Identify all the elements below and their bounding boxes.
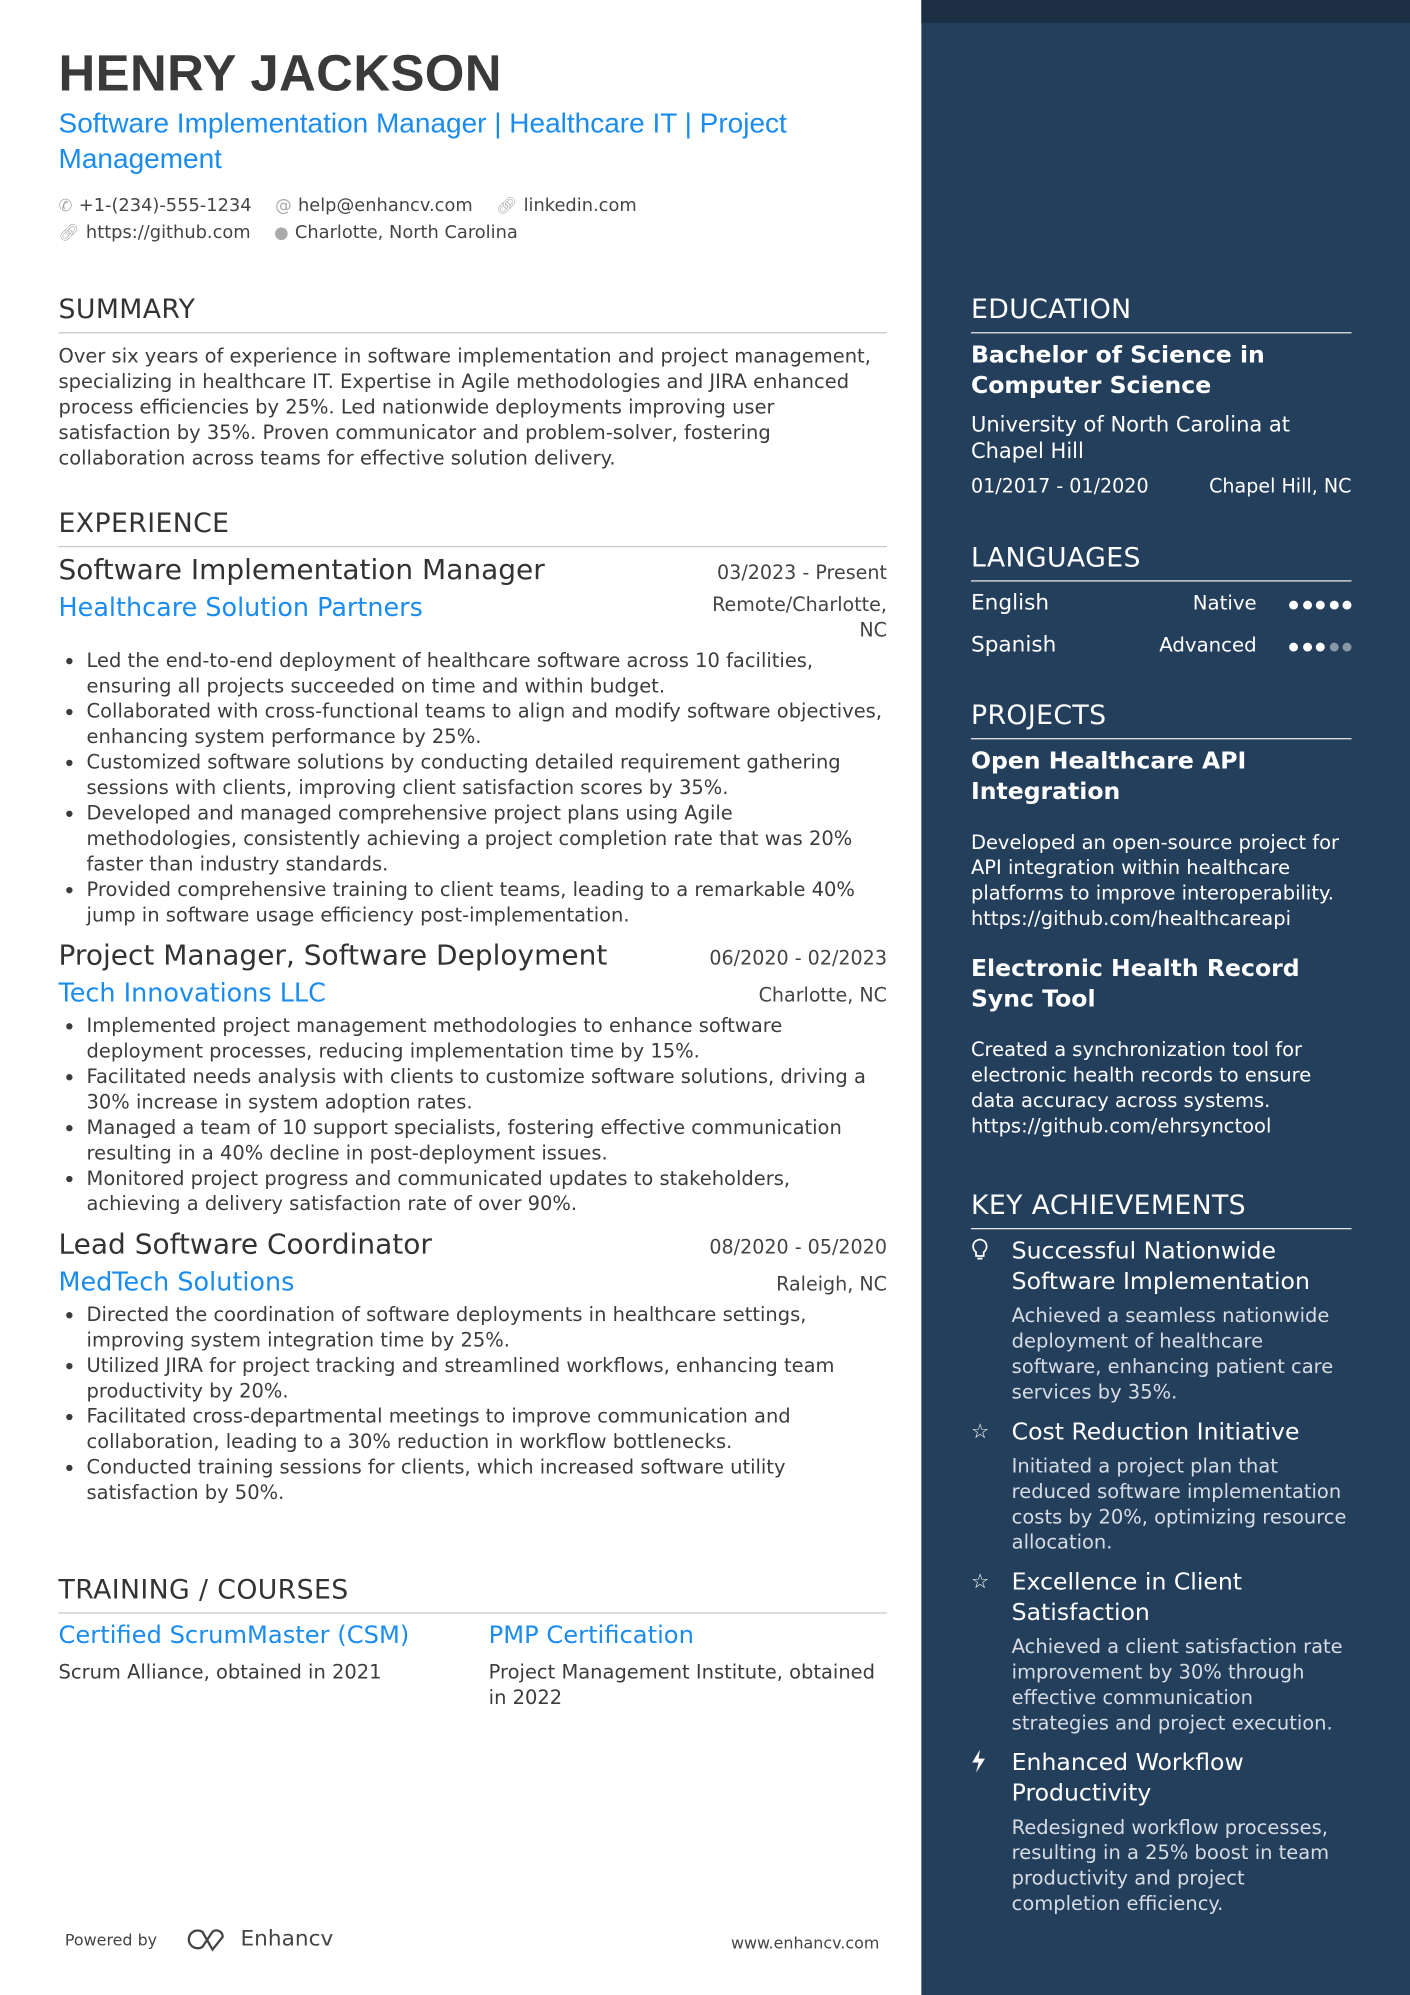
rating-dot [1302,601,1311,610]
achievement-item [971,1748,1351,1916]
project-link[interactable]: https://github.com/healthcareapi [970,907,1291,931]
list-item: • Customized software solutions by conducting detailed requirement gathering sessions with clients, improving client satisfaction scores by 35%. [87,750,887,801]
phone-icon: ✆ [58,197,73,217]
school: University of North Carolina at Chapel Hill [970,412,1291,464]
rating-dot [1343,643,1352,652]
project-name: Open Healthcare API Integration [970,748,1247,806]
language-level: Advanced [1159,633,1257,657]
language-rating [1285,590,1352,615]
list-item: • Directed the coordination of software deployments in healthcare settings, improving system integration time by 25%. [87,1302,887,1353]
achievement-title: Excellence in Client Satisfaction [1011,1569,1243,1627]
star-icon: ☆ [970,1569,990,1594]
achievement-desc: Initiated a project plan that reduced software implementation costs by 20%, optimizing resource allocation. [1011,1454,1347,1554]
language-name: English [970,590,1050,616]
course-name[interactable]: PMP Certification [488,1621,694,1650]
candidate-name: HENRY JACKSON [58,45,502,102]
rating-dot [1343,601,1352,610]
languages-section [971,542,1351,658]
achievement-title: Successful Nationwide Software Implementation [1011,1238,1310,1296]
list-item: • Managed a team of 10 support specialists, fostering effective communication resulting in a 40% decline in post-deployment issues. [87,1115,887,1166]
project-desc: Developed an open-source project for API integration within healthcare platforms to improve interoperability. [970,830,1340,905]
section-title: KEY ACHIEVEMENTS [971,1190,1351,1229]
course-item [59,1621,489,1710]
contact-email[interactable]: @ help@enhancv.com [275,195,473,217]
rating-dot [1329,643,1338,652]
rating-dot [1316,601,1325,610]
job-dates: 08/2020 - 05/2020 [709,1235,887,1259]
job-location: Raleigh, NC [776,1272,887,1296]
list-item: • Facilitated cross-departmental meetings to improve communication and collaboration, leading to a 30% reduction in workflow bottlenecks. [87,1404,887,1455]
job-title: Software Implementation Manager [58,554,545,587]
degree: Bachelor of Science in Computer Science [970,342,1265,400]
list-item: • Collaborated with cross-functional teams to align and modify software objectives, enhancing system performance by 25%. [87,699,887,750]
language-name: Spanish [970,632,1057,658]
summary-section [59,294,887,471]
course-name[interactable]: Certified ScrumMaster (CSM) [58,1621,410,1650]
education-section [971,294,1351,498]
company-name[interactable]: MedTech Solutions [58,1266,295,1297]
company-name[interactable]: Healthcare Solution Partners [58,591,423,623]
project-link[interactable]: https://github.com/ehrsynctool [970,1114,1272,1138]
enhancv-logo[interactable] [185,1925,334,1953]
experience-section [59,508,887,1506]
contact-location: ● Charlotte, North Carolina [274,222,518,244]
rating-dot [1289,601,1298,610]
contact-github[interactable]: 🔗︎ https://github.com [58,222,251,244]
lightning-icon [971,1748,1012,1916]
section-title: PROJECTS [971,700,1351,739]
contact-info [59,193,873,246]
job-entry [59,555,887,928]
training-section [59,1574,887,1710]
section-title: TRAINING / COURSES [59,1574,887,1613]
project-name: Electronic Health Record Sync Tool [970,955,1300,1013]
course-item [489,1621,887,1710]
list-item: • Facilitated needs analysis with clients to customize software solutions, driving a 30% increase in system adoption rates. [87,1064,887,1115]
list-item: • Led the end-to-end deployment of healthcare software across 10 facilities, ensuring all projects succeeded on time and within budget. [87,648,887,699]
list-item: • Provided comprehensive training to client teams, leading to a remarkable 40% jump in software usage efficiency post-implementation. [87,877,887,928]
project-desc: Created a synchronization tool for electronic health records to ensure data accuracy across systems. [970,1038,1312,1113]
projects-section [971,700,1351,1139]
section-title: SUMMARY [59,294,887,333]
achievement-title: Cost Reduction Initiative [1011,1418,1300,1446]
contact-phone[interactable]: ✆ +1-(234)-555-1234 [58,195,252,217]
location-pin-icon: ● [274,223,289,244]
language-item [971,632,1351,657]
star-icon: ☆ [970,1418,990,1444]
job-title: Project Manager, Software Deployment [58,940,608,973]
enhancv-brand: Enhancv [240,1926,334,1953]
achievements-section [971,1190,1351,1917]
list-item: • Implemented project management methodologies to enhance software deployment processes, reducing implementation time by 15%. [87,1013,887,1064]
at-icon: @ [275,197,292,217]
list-item: • Conducted training sessions for clients, which increased software utility satisfaction by 50%. [87,1455,887,1506]
education-dates: 01/2017 - 01/2020 [970,474,1149,498]
achievement-desc: Redesigned workflow processes, resulting in a 25% boost in team productivity and project completion efficiency. [1011,1815,1330,1916]
course-desc: Scrum Alliance, obtained in 2021 [58,1660,382,1684]
company-name[interactable]: Tech Innovations LLC [58,977,326,1008]
job-entry [59,1229,887,1505]
lightbulb-icon [971,1237,1012,1405]
list-item: • Utilized JIRA for project tracking and streamlined workflows, enhancing team productivity by 20%. [87,1353,887,1404]
enhancv-logo-icon [185,1925,231,1953]
section-title: EXPERIENCE [59,508,887,547]
job-dates: 03/2023 - Present [717,561,887,585]
job-location: Remote/Charlotte, NC [712,593,887,642]
link-icon: 🔗︎ [496,197,518,217]
job-dates: 06/2020 - 02/2023 [709,946,887,970]
achievement-desc: Achieved a client satisfaction rate improvement by 30% through effective communication strategies and project execution. [1011,1635,1343,1735]
list-item: • Monitored project progress and communicated updates to stakeholders, achieving a delivery satisfaction rate of over 90%. [87,1166,887,1217]
language-level: Native [1192,591,1257,615]
rating-dot [1289,643,1298,652]
rating-dot [1329,601,1338,610]
achievement-title: Enhanced Workflow Productivity [1011,1749,1244,1808]
footer-url[interactable]: www.enhancv.com [730,1933,880,1953]
job-location: Charlotte, NC [758,983,887,1007]
job-title: Lead Software Coordinator [58,1229,432,1262]
achievement-item [971,1237,1351,1405]
rating-dot [1302,643,1311,652]
rating-dot [1316,643,1325,652]
education-location: Chapel Hill, NC [1209,474,1352,498]
course-desc: Project Management Institute, obtained in 2022 [488,1660,876,1710]
summary-text: Over six years of experience in software implementation and project management, specializing in healthcare IT. Expertise in Agile methodologies and JIRA enhanced process efficiencies by 25%. Led nationwide deployments improving user satisfaction by 35%. Proven communicator and problem-solver, fostering collaboration across teams for effective solution delivery. [58,344,871,470]
achievement-item [971,1568,1351,1736]
link-icon: 🔗︎ [58,223,80,244]
powered-by-label: Powered by [64,1930,158,1950]
language-rating [1285,632,1352,657]
sidebar-top-bar [921,0,1410,23]
section-title: EDUCATION [971,294,1351,333]
language-item [971,590,1351,615]
achievement-item [971,1418,1351,1555]
section-title: LANGUAGES [971,542,1351,581]
contact-linkedin[interactable]: 🔗︎ linkedin.com [496,195,637,217]
candidate-title: Software Implementation Manager | Healthcare IT | Project Management [58,106,787,175]
achievement-desc: Achieved a seamless nationwide deployment of healthcare software, enhancing patient care services by 35%. [1011,1304,1334,1404]
list-item: • Developed and managed comprehensive project plans using Agile methodologies, consistently achieving a project completion rate that was 20% faster than industry standards. [87,800,887,876]
job-entry [59,940,887,1216]
